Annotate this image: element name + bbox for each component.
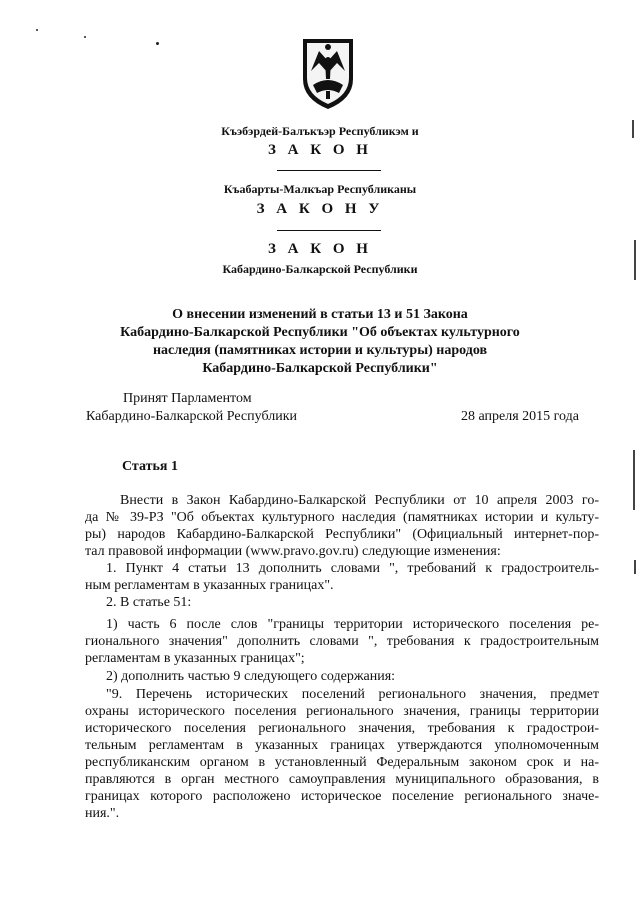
article-text-line: республиканским органом в установленный Федеральным законом срок и на- — [85, 755, 599, 770]
article-text-line: границах которого расположено историческое поселение регионального значе- — [85, 789, 599, 804]
article-text-line: 1) часть 6 после слов "границы территории исторического поселения ре- — [106, 617, 599, 632]
article-text-line: "9. Перечень исторических поселений регионального значения, предмет — [106, 687, 599, 702]
article-text-line: исторического поселения регионального значения, требования к градострои- — [85, 721, 599, 736]
coat-of-arms-emblem — [299, 35, 357, 111]
scan-speck — [36, 29, 38, 31]
adopted-by-body: Кабардино-Балкарской Республики — [86, 409, 297, 424]
scan-edge-mark — [633, 450, 635, 510]
article-text-line: Внести в Закон Кабардино-Балкарской Республики от 10 апреля 2003 го- — [120, 493, 599, 508]
adopted-by-label: Принят Парламентом — [123, 391, 252, 406]
article-text-line: охраны исторического поселения регионального значения, границы территории — [85, 704, 599, 719]
article-text-line: правляются в орган местного самоуправления муниципального образования, в — [85, 772, 599, 787]
article-text-line: тельным регламентам в указанных границах утверждаются уполномоченным — [85, 738, 599, 753]
article-text-line: гионального значения" дополнить словами ", требования к градостроительным — [85, 634, 599, 649]
article-text-line: тал правовой информации (www.pravo.gov.ru) следующие изменения: — [85, 544, 501, 559]
law-title-line: наследия (памятниках истории и культуры) народов — [152, 343, 488, 358]
article-text-line: ным регламентам в указанных границах". — [85, 578, 334, 593]
law-title-line: О внесении изменений в статьи 13 и 51 Закона — [172, 307, 468, 322]
scan-edge-mark — [634, 560, 636, 574]
header-divider — [277, 170, 381, 171]
header-line-balkar: Къабарты-Малкъар Республиканы — [223, 182, 417, 196]
article-text-line: да № 39-РЗ "Об объектах культурного наследия (памятниках истории и культу- — [85, 510, 599, 525]
adoption-date: 28 апреля 2015 года — [461, 409, 579, 424]
header-law-kabardian: З А К О Н — [268, 142, 372, 158]
article-text-line: 2. В статье 51: — [106, 595, 192, 610]
law-title-line: Кабардино-Балкарской Республики "Об объектах культурного — [120, 325, 520, 340]
header-divider — [277, 230, 381, 231]
article-text-line: регламентам в указанных границах"; — [85, 651, 305, 666]
header-line-russian: Кабардино-Балкарской Республики — [222, 262, 418, 276]
scan-speck — [156, 42, 159, 45]
article-text-line: 1. Пункт 4 статьи 13 дополнить словами ", требований к градостроитель- — [106, 561, 599, 576]
header-law-balkar: З А К О Н У — [256, 201, 384, 217]
article-heading: Статья 1 — [122, 459, 178, 474]
header-law-russian: З А К О Н — [268, 241, 372, 257]
article-text-line: ры) народов Кабардино-Балкарской Республики" (Официальный интернет-пор- — [85, 527, 599, 542]
scan-speck — [84, 36, 86, 38]
law-title-line: Кабардино-Балкарской Республики" — [202, 361, 438, 376]
header-line-kabardian: Къэбэрдей-Балъкъэр Республикэм и — [221, 124, 419, 138]
article-text-line: ния.". — [85, 806, 120, 821]
article-text-line: 2) дополнить частью 9 следующего содержания: — [106, 669, 396, 684]
